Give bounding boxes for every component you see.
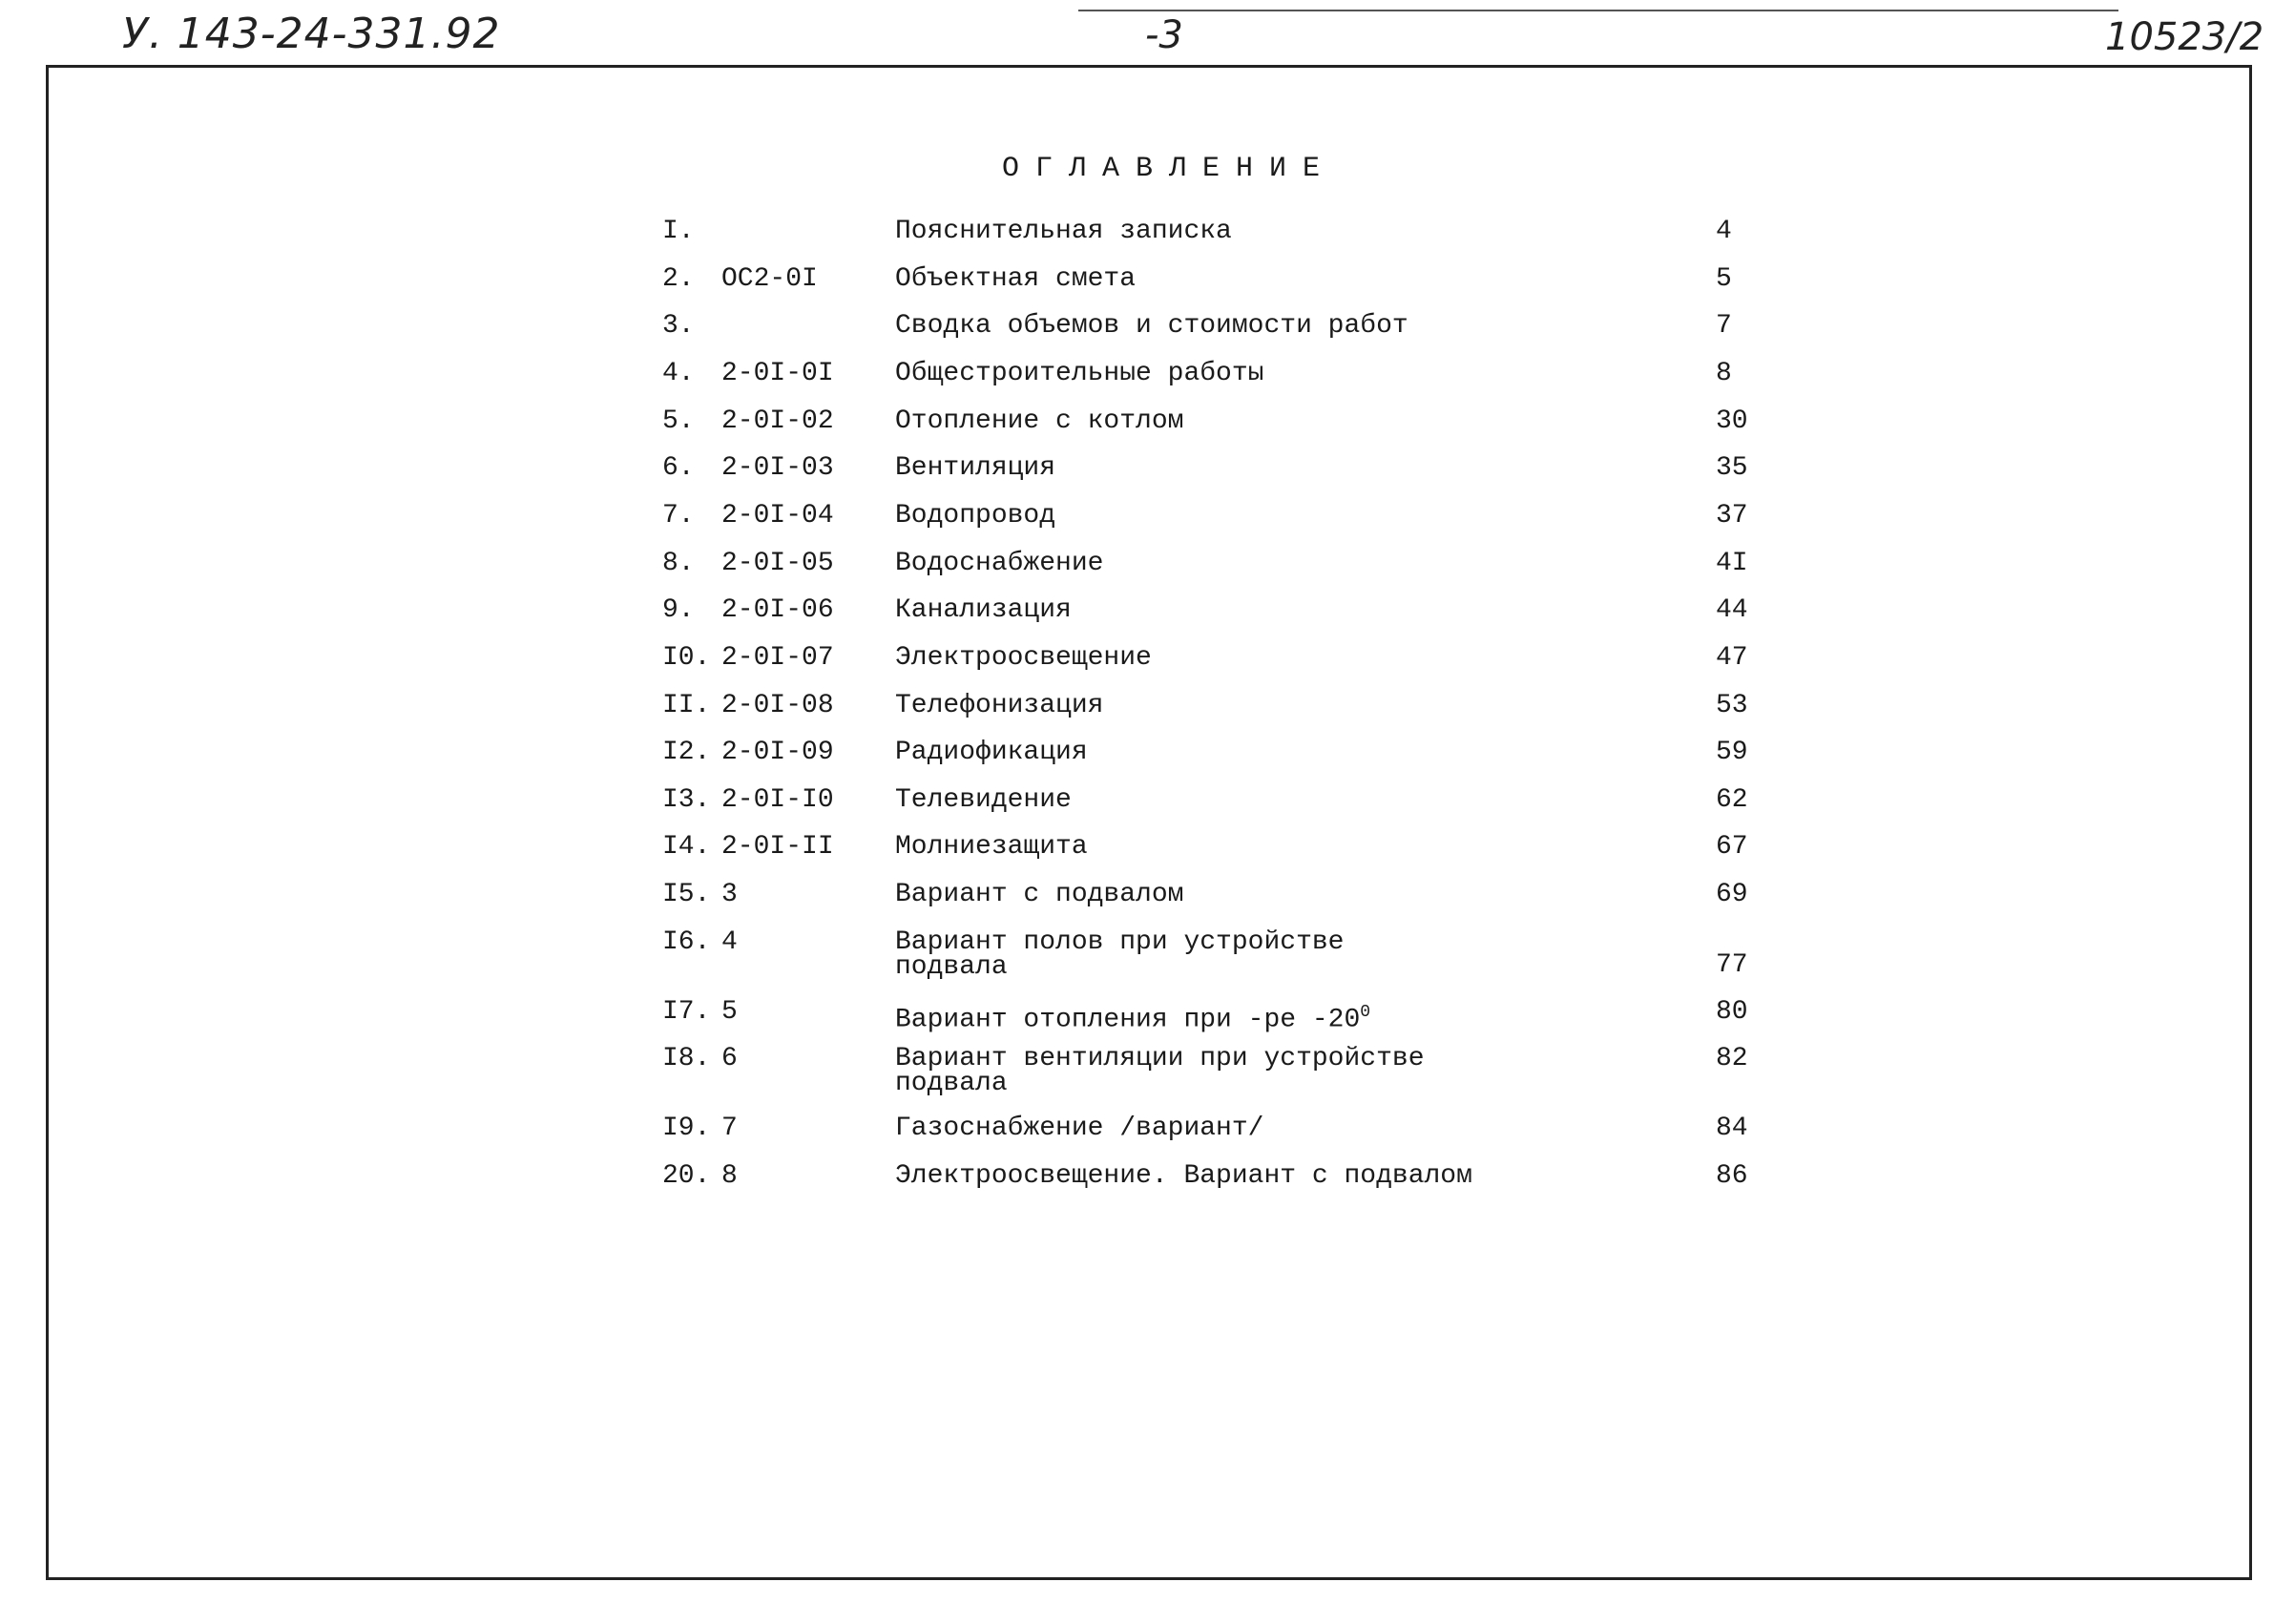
toc-item-code: 6 — [721, 1044, 738, 1073]
toc-item-page: 84 — [1716, 1114, 1748, 1143]
toc-item-code: 2-0I-07 — [721, 643, 834, 673]
toc-item-title: Газоснабжение /вариант/ — [895, 1114, 1264, 1143]
toc-item-title: Вариант отопления при -ре $-20^0$ — [895, 1003, 1371, 1035]
toc-item-page: 4I — [1716, 549, 1748, 578]
toc-item-page: 5 — [1716, 264, 1732, 294]
toc-item-title: Пояснительная записка — [895, 217, 1232, 246]
toc-item-number: 3. — [662, 311, 695, 341]
toc-item-number: II. — [662, 691, 711, 720]
toc-item-page: 44 — [1716, 595, 1748, 625]
toc-item-page: 80 — [1716, 997, 1748, 1027]
toc-item-code: 2-0I-0I — [721, 359, 834, 388]
toc-item-number: 9. — [662, 595, 695, 625]
document-code: У. 143-24-331.92 — [122, 10, 501, 58]
toc-item-number: I9. — [662, 1114, 711, 1143]
toc-item-code: 7 — [721, 1114, 738, 1143]
toc-item-number: 20. — [662, 1161, 711, 1191]
toc-item-code: ОС2-0I — [721, 264, 818, 294]
toc-item-number: I8. — [662, 1044, 711, 1073]
toc-item-number: 2. — [662, 264, 695, 294]
toc-item-title: Вариант вентиляции при устройстве подвала — [895, 1044, 1425, 1098]
toc-item-number: I6. — [662, 927, 711, 957]
toc-item-title: Вариант с подвалом — [895, 880, 1184, 909]
toc-item-code: 4 — [721, 927, 738, 957]
toc-item-code: 8 — [721, 1161, 738, 1191]
toc-item-page: 86 — [1716, 1161, 1748, 1191]
toc-item-code: 2-0I-09 — [721, 738, 834, 767]
toc-item-page: 59 — [1716, 738, 1748, 767]
toc-item-page: 37 — [1716, 501, 1748, 531]
toc-item-number: I7. — [662, 997, 711, 1027]
toc-item-title-superscript: 0 — [1360, 1003, 1371, 1022]
toc-item-title: Вариант полов при устройстве подвала — [895, 927, 1345, 982]
toc-item-title: Сводка объемов и стоимости работ — [895, 311, 1408, 341]
toc-item-number: I5. — [662, 880, 711, 909]
sheet-reference: 10523/2 — [2105, 15, 2264, 59]
toc-item-code: 2-0I-03 — [721, 453, 834, 483]
toc-item-page: 47 — [1716, 643, 1748, 673]
toc-item-title: Телефонизация — [895, 691, 1104, 720]
toc-item-title: Электроосвещение — [895, 643, 1152, 673]
toc-item-number: I3. — [662, 785, 711, 815]
toc-item-title: Общестроительные работы — [895, 359, 1264, 388]
toc-item-title: Водопровод — [895, 501, 1056, 531]
toc-item-code: 2-0I-04 — [721, 501, 834, 531]
toc-item-page: 35 — [1716, 453, 1748, 483]
toc-item-title: Молниезащита — [895, 832, 1088, 862]
toc-item-number: 5. — [662, 406, 695, 436]
toc-item-number: 7. — [662, 501, 695, 531]
toc-item-title: Электроосвещение. Вариант с подвалом — [895, 1161, 1472, 1191]
page-frame — [46, 65, 2252, 1580]
toc-item-page: 77 — [1716, 950, 1748, 980]
toc-item-title: Канализация — [895, 595, 1072, 625]
toc-item-page: 30 — [1716, 406, 1748, 436]
header-rule — [1078, 10, 2118, 11]
toc-item-number: I. — [662, 217, 695, 246]
toc-item-page: 8 — [1716, 359, 1732, 388]
toc-item-page: 4 — [1716, 217, 1732, 246]
toc-item-title: Водоснабжение — [895, 549, 1104, 578]
toc-item-title: Телевидение — [895, 785, 1072, 815]
page-number: -3 — [1145, 13, 1183, 57]
toc-item-title: Объектная смета — [895, 264, 1137, 294]
toc-item-code: 5 — [721, 997, 738, 1027]
toc-item-number: 6. — [662, 453, 695, 483]
toc-item-page: 82 — [1716, 1044, 1748, 1073]
toc-item-number: I4. — [662, 832, 711, 862]
toc-item-code: 2-0I-02 — [721, 406, 834, 436]
toc-item-code: 2-0I-I0 — [721, 785, 834, 815]
toc-item-page: 69 — [1716, 880, 1748, 909]
toc-item-number: 4. — [662, 359, 695, 388]
toc-title: ОГЛАВЛЕНИЕ — [1001, 153, 1337, 185]
toc-item-number: 8. — [662, 549, 695, 578]
toc-item-number: I0. — [662, 643, 711, 673]
toc-item-page: 67 — [1716, 832, 1748, 862]
toc-item-title: Отопление с котлом — [895, 406, 1184, 436]
toc-item-code: 3 — [721, 880, 738, 909]
toc-item-page: 53 — [1716, 691, 1748, 720]
toc-item-page: 62 — [1716, 785, 1748, 815]
toc-item-page: 7 — [1716, 311, 1732, 341]
toc-item-code: 2-0I-II — [721, 832, 834, 862]
toc-item-title: Вентиляция — [895, 453, 1056, 483]
toc-item-title: Радиофикация — [895, 738, 1088, 767]
toc-item-code: 2-0I-08 — [721, 691, 834, 720]
toc-item-code: 2-0I-05 — [721, 549, 834, 578]
toc-item-number: I2. — [662, 738, 711, 767]
toc-item-code: 2-0I-06 — [721, 595, 834, 625]
